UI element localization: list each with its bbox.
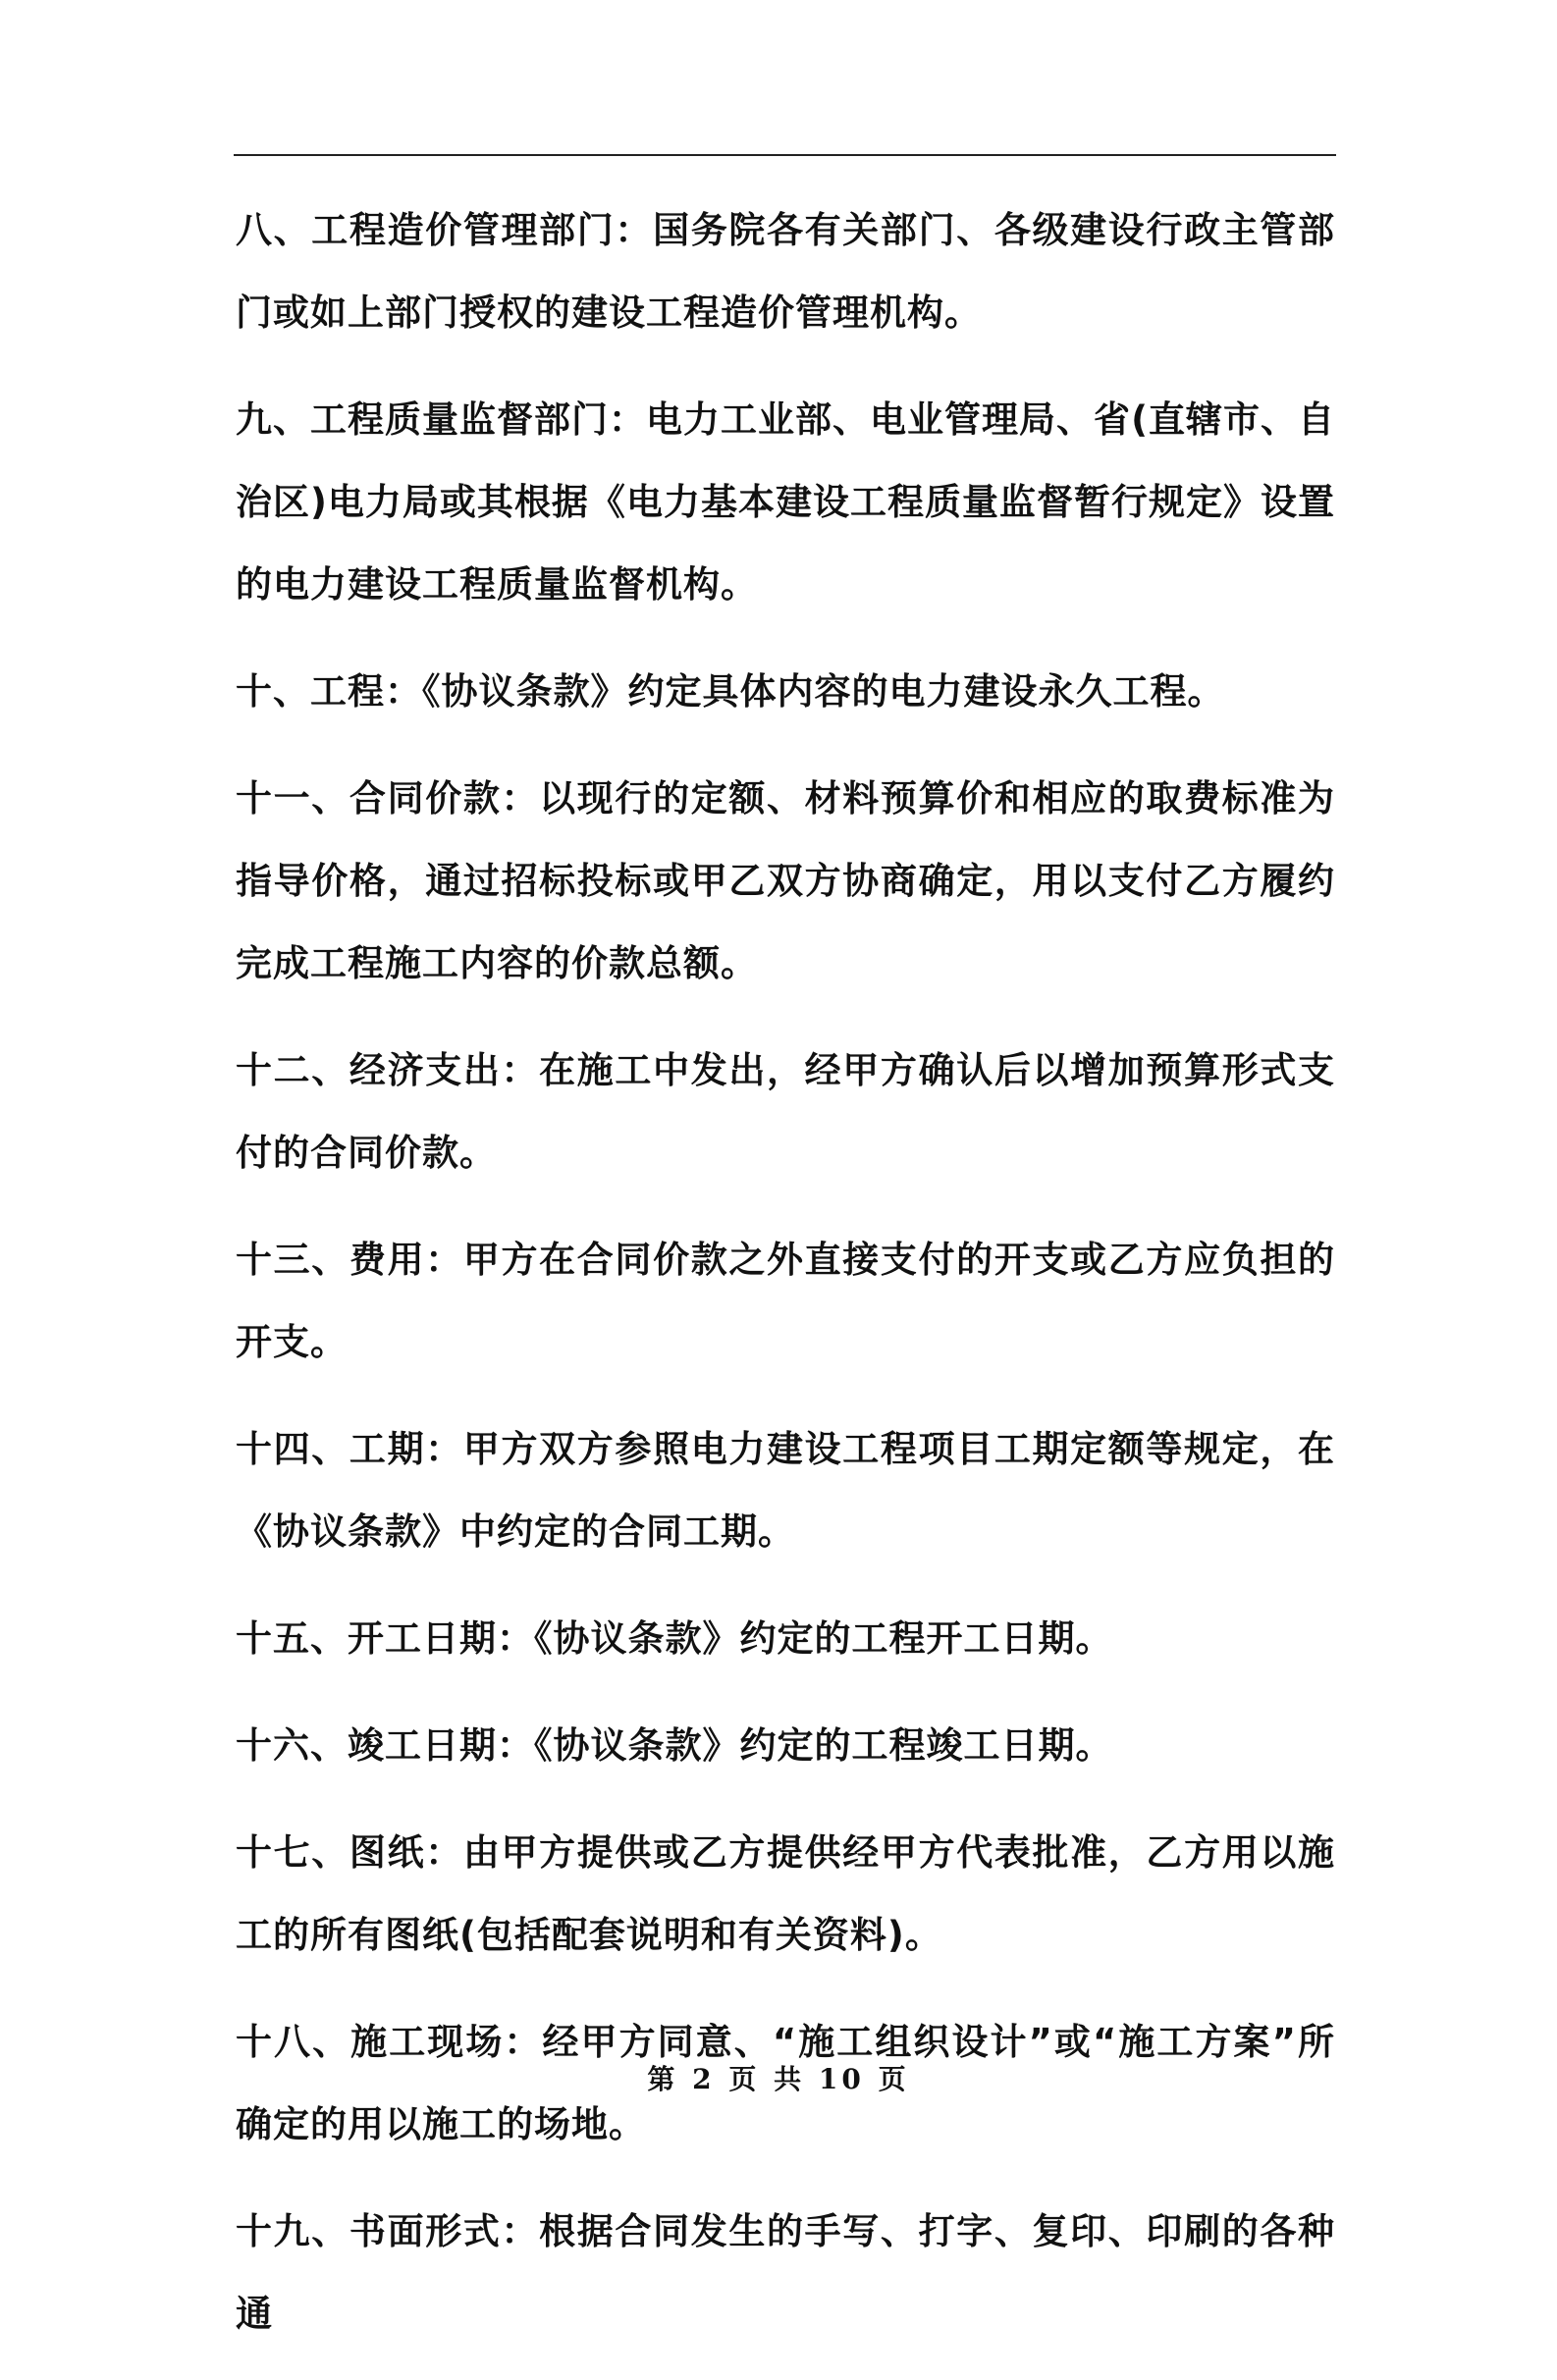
clause-11: 十一、合同价款：以现行的定额、材料预算价和相应的取费标准为指导价格，通过招标投标或甲乙双方协商确定，用以支付乙方履约完成工程施工内容的价款总额。	[236, 777, 1335, 984]
clause-9: 九、工程质量监督部门：电力工业部、电业管理局、省(直辖市、自治区)电力局或其根据《电力基本建设工程质量监督暂行规定》设置的电力建设工程质量监督机构。	[236, 398, 1335, 606]
header-rule	[234, 154, 1336, 156]
document-body	[236, 189, 1335, 2380]
clause-19: 十九、书面形式：根据合同发生的手写、打字、复印、印刷的各种通	[236, 2210, 1335, 2335]
clause-18: 十八、施工现场：经甲方同意、“施工组织设计”或“施工方案”所确定的用以施工的场地。	[236, 2021, 1335, 2145]
clause-17: 十七、图纸：由甲方提供或乙方提供经甲方代表批准，乙方用以施工的所有图纸(包括配套说明和有关资料)。	[236, 1831, 1335, 1956]
page-number-footer: 第 2 页 共 10 页	[647, 2063, 910, 2095]
clause-14: 十四、工期：甲方双方参照电力建设工程项目工期定额等规定，在《协议条款》中约定的合同工期。	[236, 1428, 1335, 1553]
clause-10: 十、工程：《协议条款》约定具体内容的电力建设永久工程。	[236, 670, 1225, 713]
clause-13: 十三、费用：甲方在合同价款之外直接支付的开支或乙方应负担的开支。	[236, 1239, 1335, 1363]
clause-16: 十六、竣工日期：《协议条款》约定的工程竣工日期。	[236, 1724, 1113, 1767]
clause-12: 十二、经济支出：在施工中发出，经甲方确认后以增加预算形式支付的合同价款。	[236, 1049, 1335, 1174]
clause-15: 十五、开工日期：《协议条款》约定的工程开工日期。	[236, 1617, 1113, 1660]
clause-8: 八、工程造价管理部门：国务院各有关部门、各级建设行政主管部门或如上部门授权的建设工程造价管理机构。	[236, 209, 1335, 334]
